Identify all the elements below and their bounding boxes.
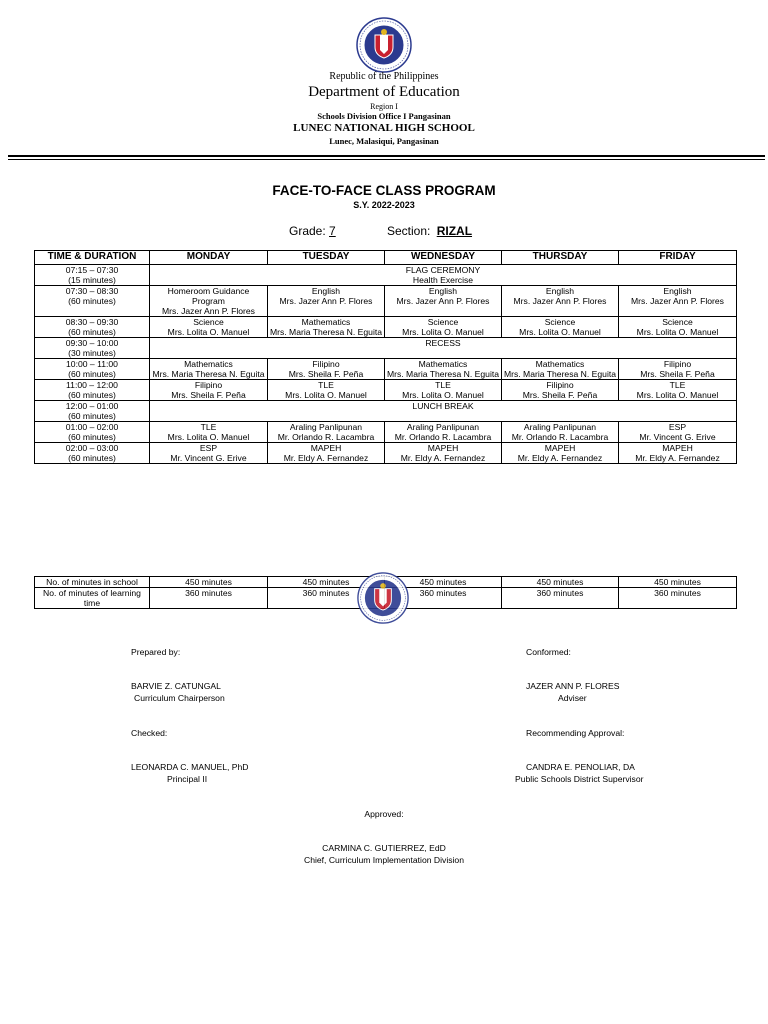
teacher: Mr. Eldy A. Fernandez: [635, 453, 720, 463]
subject: English: [428, 286, 458, 296]
subject: Filipino: [546, 380, 574, 390]
minutes-value: 450 minutes: [150, 577, 268, 588]
subject: Homeroom Guidance Program: [167, 286, 250, 306]
class-cell: [502, 380, 619, 401]
grade-value: 7: [329, 224, 336, 238]
minutes-label: No. of minutes of learning time: [35, 588, 150, 609]
teacher: Mrs. Sheila F. Peña: [171, 390, 246, 400]
header-divider-thin: [8, 159, 765, 160]
table-row: [35, 286, 737, 317]
grade-field: [289, 224, 342, 238]
table-row: [35, 317, 737, 338]
prepared-label: Prepared by:: [131, 647, 181, 657]
duration: (60 minutes): [68, 296, 116, 306]
time-cell: [35, 422, 150, 443]
class-cell: [385, 317, 502, 338]
subject: ESP: [199, 443, 218, 453]
subject: Mathematics: [535, 359, 585, 369]
teacher: Mr. Orlando R. Lacambra: [394, 432, 492, 442]
time-range: 01:00 – 02:00: [65, 422, 119, 432]
duration: (60 minutes): [68, 390, 116, 400]
teacher: Mr. Eldy A. Fernandez: [517, 453, 603, 463]
class-cell: [619, 422, 737, 443]
teacher: Mrs. Maria Theresa N. Eguita: [152, 369, 265, 379]
class-schedule-table: [34, 250, 737, 464]
subject: Science: [544, 317, 576, 327]
time-range: 09:30 – 10:00: [65, 338, 119, 348]
class-cell: [385, 443, 502, 464]
class-cell: [150, 317, 268, 338]
duration: (60 minutes): [68, 411, 116, 421]
activity-label: LUNCH BREAK: [412, 401, 474, 411]
class-cell: [268, 317, 385, 338]
teacher: Mrs. Lolita O. Manuel: [519, 327, 601, 337]
conformed-title: Adviser: [558, 693, 587, 703]
subject: Science: [427, 317, 459, 327]
activity-label: FLAG CEREMONY: [405, 265, 481, 275]
class-cell: [150, 422, 268, 443]
time-cell: [35, 286, 150, 317]
grade-label: Grade:: [289, 224, 326, 238]
teacher: Mrs. Sheila F. Peña: [640, 369, 715, 379]
teacher: Mrs. Jazer Ann P. Flores: [631, 296, 724, 306]
teacher: Mr. Orlando R. Lacambra: [277, 432, 375, 442]
table-row: [35, 265, 737, 286]
table-row: [35, 401, 737, 422]
teacher: Mrs. Lolita O. Manuel: [636, 327, 719, 337]
class-cell: [619, 380, 737, 401]
subject: Mathematics: [184, 359, 233, 369]
subject: Mathematics: [301, 317, 351, 327]
subject: English: [663, 286, 692, 296]
minutes-value: 450 minutes: [502, 577, 619, 588]
teacher: Mrs. Lolita O. Manuel: [167, 432, 250, 442]
table-row: [35, 443, 737, 464]
teacher: Mrs. Sheila F. Peña: [288, 369, 364, 379]
duration: (30 minutes): [68, 348, 116, 358]
class-cell: [150, 286, 268, 317]
school-year: S.Y. 2022-2023: [353, 200, 415, 210]
duration: (60 minutes): [68, 432, 116, 442]
duration: (60 minutes): [68, 327, 116, 337]
col-header: WEDNESDAY: [385, 251, 502, 265]
region-line: Region I: [370, 102, 398, 111]
subject: Araling Panlipunan: [289, 422, 363, 432]
subject: Science: [662, 317, 693, 327]
conformed-name: JAZER ANN P. FLORES: [526, 681, 620, 691]
subject: Filipino: [312, 359, 340, 369]
col-header: MONDAY: [150, 251, 268, 265]
merged-activity-cell: [150, 265, 737, 286]
time-range: 02:00 – 03:00: [65, 443, 119, 453]
class-cell: [385, 380, 502, 401]
duration: (60 minutes): [68, 453, 116, 463]
duration: (15 minutes): [68, 275, 116, 285]
subject: MAPEH: [427, 443, 459, 453]
minutes-label: No. of minutes in school: [35, 577, 150, 588]
merged-activity-cell: [150, 338, 737, 359]
teacher: Mrs. Maria Theresa N. Eguita: [386, 369, 500, 379]
prepared-name: BARVIE Z. CATUNGAL: [131, 681, 221, 691]
time-range: 08:30 – 09:30: [65, 317, 119, 327]
teacher: Mrs. Lolita O. Manuel: [402, 390, 484, 400]
teacher: Mrs. Sheila F. Peña: [522, 390, 598, 400]
subject: Filipino: [663, 359, 692, 369]
minutes-value: 450 minutes: [385, 577, 502, 588]
subject: TLE: [200, 422, 217, 432]
teacher: Mrs. Jazer Ann P. Flores: [162, 306, 255, 316]
time-cell: [35, 265, 150, 286]
recommending-label: Recommending Approval:: [526, 728, 625, 738]
table-row: [35, 380, 737, 401]
school-address: Lunec, Malasiqui, Pangasinan: [329, 136, 439, 146]
time-range: 11:00 – 12:00: [66, 380, 118, 390]
class-cell: [502, 422, 619, 443]
minutes-value: 360 minutes: [502, 588, 619, 609]
department-line: Department of Education: [308, 84, 460, 100]
table-row: [35, 359, 737, 380]
class-cell: [268, 443, 385, 464]
subject: ESP: [668, 422, 687, 432]
duration: (60 minutes): [68, 369, 116, 379]
subject: MAPEH: [310, 443, 342, 453]
section-label: Section:: [387, 224, 431, 238]
class-cell: [502, 317, 619, 338]
header-divider: [8, 155, 765, 157]
minutes-value: 360 minutes: [619, 588, 737, 609]
class-cell: [150, 443, 268, 464]
time-cell: [35, 401, 150, 422]
prepared-title: Curriculum Chairperson: [134, 693, 225, 703]
section-value: RIZAL: [436, 224, 473, 238]
minutes-value: 360 minutes: [268, 588, 385, 609]
teacher: Mrs. Lolita O. Manuel: [285, 390, 367, 400]
school-name: LUNEC NATIONAL HIGH SCHOOL: [293, 122, 475, 134]
subject: English: [311, 286, 341, 296]
teacher: Mrs. Lolita O. Manuel: [636, 390, 719, 400]
col-header: TIME & DURATION: [35, 251, 150, 265]
class-cell: [502, 443, 619, 464]
class-cell: [502, 286, 619, 317]
subject: Filipino: [194, 380, 223, 390]
teacher: Mr. Orlando R. Lacambra: [511, 432, 609, 442]
section-field: [387, 224, 472, 238]
class-cell: [268, 380, 385, 401]
division-line: Schools Division Office I Pangasinan: [317, 111, 451, 121]
subject: MAPEH: [544, 443, 576, 453]
teacher: Mr. Eldy A. Fernandez: [283, 453, 369, 463]
recommending-name: CANDRA E. PENOLIAR, DA: [526, 762, 635, 772]
time-range: 07:30 – 08:30: [65, 286, 119, 296]
approved-title: Chief, Curriculum Implementation Division: [304, 855, 464, 865]
approved-label: Approved:: [364, 809, 404, 819]
class-cell: [619, 286, 737, 317]
table-row: [35, 338, 737, 359]
teacher: Mrs. Jazer Ann P. Flores: [513, 296, 607, 306]
class-cell: [268, 359, 385, 380]
class-cell: [150, 380, 268, 401]
teacher: Mrs. Maria Theresa N. Eguita: [503, 369, 617, 379]
subject: Science: [193, 317, 224, 327]
col-header: THURSDAY: [502, 251, 619, 265]
time-range: 10:00 – 11:00: [66, 359, 118, 369]
deped-seal-icon: [356, 17, 412, 73]
time-cell: [35, 380, 150, 401]
subject: TLE: [435, 380, 451, 390]
checked-name: LEONARDA C. MANUEL, PhD: [131, 762, 249, 772]
approved-name: CARMINA C. GUTIERREZ, EdD: [322, 843, 446, 853]
checked-label: Checked:: [131, 728, 168, 738]
subject: Araling Panlipunan: [523, 422, 597, 432]
time-cell: [35, 338, 150, 359]
page-title: FACE-TO-FACE CLASS PROGRAM: [272, 183, 496, 198]
class-cell: [385, 422, 502, 443]
minutes-value: 360 minutes: [150, 588, 268, 609]
teacher: Mr. Vincent G. Erive: [639, 432, 716, 442]
teacher: Mrs. Jazer Ann P. Flores: [279, 296, 373, 306]
class-cell: [385, 359, 502, 380]
class-cell: [619, 317, 737, 338]
subject: Mathematics: [418, 359, 468, 369]
subject: English: [545, 286, 575, 296]
table-row: [35, 422, 737, 443]
recommending-title: Public Schools District Supervisor: [515, 774, 644, 784]
class-cell: [268, 286, 385, 317]
activity-label: Health Exercise: [412, 275, 474, 285]
time-cell: [35, 317, 150, 338]
subject: Araling Panlipunan: [406, 422, 480, 432]
subject: TLE: [318, 380, 334, 390]
teacher: Mrs. Lolita O. Manuel: [402, 327, 484, 337]
class-cell: [268, 422, 385, 443]
subject: TLE: [669, 380, 686, 390]
minutes-value: 360 minutes: [385, 588, 502, 609]
time-range: 07:15 – 07:30: [65, 265, 119, 275]
class-cell: [385, 286, 502, 317]
teacher: Mrs. Lolita O. Manuel: [167, 327, 250, 337]
class-cell: [150, 359, 268, 380]
time-cell: [35, 359, 150, 380]
teacher: Mrs. Jazer Ann P. Flores: [396, 296, 490, 306]
minutes-value: 450 minutes: [619, 577, 737, 588]
activity-label: RECESS: [425, 338, 461, 348]
merged-activity-cell: [150, 401, 737, 422]
checked-title: Principal II: [167, 774, 208, 784]
time-range: 12:00 – 01:00: [65, 401, 119, 411]
class-cell: [619, 359, 737, 380]
time-cell: [35, 443, 150, 464]
teacher: Mr. Vincent G. Erive: [170, 453, 247, 463]
col-header: TUESDAY: [268, 251, 385, 265]
teacher: Mr. Eldy A. Fernandez: [400, 453, 486, 463]
deped-seal-watermark-icon: [357, 572, 409, 624]
col-header: FRIDAY: [619, 251, 737, 265]
teacher: Mrs. Maria Theresa N. Eguita: [269, 327, 383, 337]
minutes-value: 450 minutes: [268, 577, 385, 588]
class-cell: [502, 359, 619, 380]
conformed-label: Conformed:: [526, 647, 571, 657]
republic-line: Republic of the Philippines: [329, 71, 439, 82]
table-header-row: [35, 251, 737, 265]
subject: MAPEH: [662, 443, 693, 453]
class-cell: [619, 443, 737, 464]
